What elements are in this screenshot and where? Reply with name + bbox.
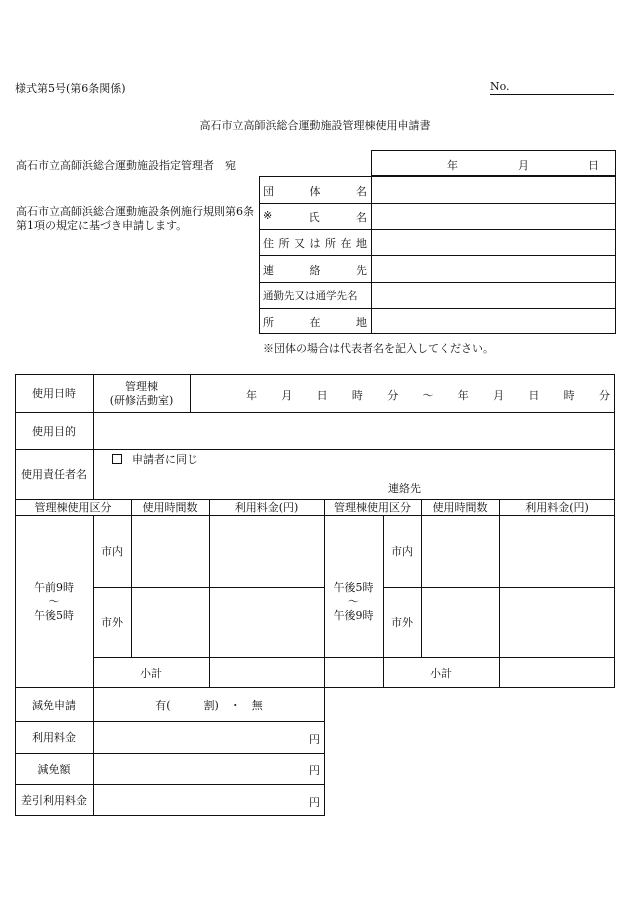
pm-city-in-hours-field[interactable] (422, 516, 498, 586)
workplace-field[interactable] (373, 284, 614, 307)
header-hours-right: 使用時間数 (432, 501, 488, 514)
no-label: No. (490, 80, 510, 93)
room-sub-label: (研修活動室) (109, 394, 174, 407)
usage-range-tilde: 〜 (422, 389, 434, 402)
no-field[interactable] (490, 94, 614, 95)
pm-subtotal-label: 小計 (430, 666, 452, 680)
header-fee-right: 利用料金(円) (525, 501, 589, 514)
usage-datetime-field[interactable] (246, 387, 610, 403)
same-as-applicant-label: 申請者に同じ (132, 453, 198, 466)
am-city-out-fee-field[interactable] (210, 588, 323, 656)
pm-city-out-fee-field[interactable] (500, 588, 613, 656)
pm-city-out-hours-field[interactable] (422, 588, 498, 656)
label-net-fee: 差引利用料金 (21, 794, 87, 807)
group-note: ※団体の場合は代表者名を記入してください。 (263, 342, 494, 355)
usage-start-day: 日 (316, 389, 328, 402)
room-label: 管理棟 (125, 380, 158, 393)
date-month: 月 (518, 159, 529, 172)
reduction-amount-yen: 円 (309, 764, 320, 777)
header-division-right: 管理棟使用区分 (334, 501, 411, 514)
usage-fee-field[interactable] (95, 723, 323, 752)
usage-end-year: 年 (457, 389, 469, 402)
usage-end-hour: 時 (563, 389, 575, 402)
same-as-applicant-option[interactable] (112, 451, 198, 467)
pm-period-label: 午後5時 〜 午後9時 (333, 580, 374, 622)
reduction-amount-field[interactable] (95, 755, 323, 783)
label-usage-fee: 利用料金 (32, 731, 76, 744)
pm-subtotal-field[interactable] (500, 658, 613, 687)
group-name-field[interactable] (373, 178, 614, 202)
location-field[interactable] (373, 310, 614, 333)
pm-city-in-fee-field[interactable] (500, 516, 613, 586)
form-number: 様式第5号(第6条関係) (15, 82, 126, 95)
am-city-in-label: 市内 (101, 545, 123, 558)
usage-start-hour: 時 (351, 389, 363, 402)
net-fee-yen: 円 (309, 796, 320, 809)
am-city-in-hours-field[interactable] (132, 516, 208, 586)
address-field[interactable] (373, 231, 614, 254)
am-period-label: 午前9時 〜 午後5時 (34, 580, 74, 622)
same-as-applicant-checkbox[interactable] (112, 454, 122, 464)
header-hours-left: 使用時間数 (142, 501, 198, 514)
label-reduction-amount: 減免額 (37, 762, 71, 776)
label-applicant-name: ※ 氏 名 (263, 209, 367, 224)
am-subtotal-label: 小計 (140, 666, 162, 680)
am-city-out-label: 市外 (101, 616, 123, 629)
label-group-name: 団 体 名 (263, 185, 367, 198)
usage-start-month: 月 (281, 389, 293, 402)
usage-fee-yen: 円 (309, 733, 320, 746)
responsible-contact-label: 連絡先 (388, 482, 421, 495)
header-fee-left: 利用料金(円) (234, 501, 299, 514)
header-division-left: 管理棟使用区分 (34, 501, 112, 514)
addressee: 高石市立高師浜総合運動施設指定管理者 宛 (16, 159, 236, 172)
applicant-name-field[interactable] (373, 205, 614, 228)
usage-end-minute: 分 (598, 389, 610, 402)
label-location: 所 在 地 (263, 316, 367, 329)
date-year: 年 (447, 159, 458, 172)
usage-start-year: 年 (246, 389, 257, 402)
room-cell (93, 376, 190, 412)
reduction-apply-options[interactable]: 有( 割) ・ 無 (155, 698, 263, 712)
label-responsible: 使用責任者名 (21, 468, 87, 481)
usage-end-month: 月 (493, 389, 505, 402)
contact-field[interactable] (373, 257, 614, 281)
usage-end-day: 日 (528, 389, 540, 402)
am-subtotal-field[interactable] (210, 658, 323, 687)
label-usage-date: 使用日時 (32, 387, 76, 400)
statement: 高石市立高師浜総合運動施設条例施行規則第6条第1項の規定に基づき申請します。 (16, 205, 254, 232)
am-city-out-hours-field[interactable] (132, 588, 208, 656)
label-contact: 連 絡 先 (263, 264, 367, 277)
page-title: 高石市立高師浜総合運動施設管理棟使用申請書 (199, 119, 431, 132)
label-address: 住 所 又 は 所 在 地 (263, 237, 367, 250)
am-city-in-fee-field[interactable] (210, 516, 323, 586)
usage-start-minute: 分 (387, 389, 399, 402)
net-fee-field[interactable] (95, 786, 323, 815)
label-workplace: 通勤先又は通学先名 (263, 290, 358, 302)
date-day: 日 (588, 159, 599, 172)
pm-city-out-label: 市外 (391, 616, 413, 629)
label-reduction-apply: 減免申請 (32, 698, 76, 712)
date-box[interactable] (371, 150, 616, 176)
purpose-field[interactable] (95, 414, 613, 447)
pm-city-in-label: 市内 (391, 545, 413, 558)
label-purpose: 使用目的 (32, 424, 76, 438)
